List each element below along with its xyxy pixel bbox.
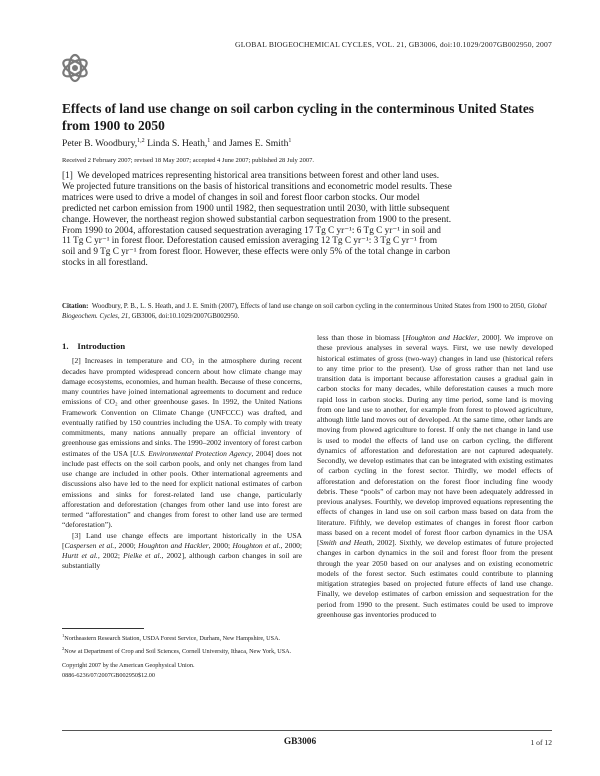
left-column: [62, 341, 302, 572]
footnote-text: Now at Department of Crop and Soil Sciences, Cornell University, Ithaca, New York, USA.: [64, 648, 292, 656]
article-title: Effects of land use change on soil carbon cycling in the conterminous United States from 1900 to 2050: [62, 101, 535, 133]
paragraph-text: , 2000;: [114, 540, 139, 550]
paragraph-marker: [3]: [72, 530, 81, 540]
reference-link[interactable]: Pielke et al.: [123, 551, 162, 560]
citation-text: Woodbury, P. B., L. S. Heath, and J. E. Smith (2007), Effects of land use change on soil carbon cycling in the conterminous United States from 1900 to 2050,: [91, 303, 528, 310]
footnote-marker: 1: [62, 633, 65, 638]
abstract-text: We developed matrices representing historical area transitions between forest and other land uses. We projected future transitions on the basis of historical transitions and econometric model results. These matrices were used to drive a model of changes in soil and forest floor carbon stocks. Our model predicted net carbon emission from 1900 until 1982, then sequestration until 2030, with little subsequent change. However, the northeast region showed substantial carbon sequestration from 1900 to the present. From 1990 to 2004, afforestation caused sequestration averaging 17 Tg C yr⁻¹: 6 Tg C yr⁻¹ in soil and 11 Tg C yr⁻¹ in forest floor. Deforestation caused emission averaging 12 Tg C yr⁻¹: 3 Tg C yr⁻¹ from soil and 9 Tg C yr⁻¹ from forest floor. However, these effects were only 5% of the total change in carbon stocks in all forestland.: [62, 171, 452, 269]
page-identifier: GB3006: [283, 737, 317, 747]
page-count: 1 of 12: [530, 738, 552, 747]
citation-journal: Global Biogeochem. Cycles, 21,: [62, 303, 547, 320]
reference-link[interactable]: Houghton et al.: [232, 540, 281, 550]
paragraph-2: [62, 356, 302, 530]
author-2-affiliation: 1: [207, 138, 211, 144]
author-1: Peter B. Woodbury,: [62, 138, 138, 150]
author-2: Linda S. Heath,: [144, 138, 208, 150]
reference-link[interactable]: Houghton and Hackler: [405, 333, 478, 342]
footnotes: [62, 632, 302, 682]
author-1-affiliation: 1,2: [137, 138, 145, 144]
reference-link[interactable]: Houghton and Hackler: [138, 540, 209, 550]
author-list: [62, 138, 552, 149]
citation: [62, 302, 550, 321]
footnote-text: Northeastern Research Station, USDA Forest Service, Durham, New Hampshire, USA.: [64, 635, 281, 643]
citation-label: Citation:: [62, 303, 89, 310]
agu-logo-icon: [58, 50, 92, 86]
footnote-1: [62, 632, 302, 643]
paragraph-3-continued: [317, 333, 553, 620]
section-heading-introduction: 1. Introduction: [62, 341, 126, 351]
received-dates: Received 2 February 2007; revised 18 May 2007; accepted 4 June 2007; published 28 July 2007.: [62, 157, 315, 164]
paragraph-text: , 2002], although carbon changes in soil are substantially: [62, 551, 302, 571]
reference-link[interactable]: Smith and Heath: [319, 538, 373, 547]
author-3-affiliation: 1: [288, 138, 292, 144]
paragraph-text: , 2002]. Sixthly, we develop estimates of future projected changes in carbon dynamics in the soil and forest floor from the present through the year 2050 based on our analyses and on existing econometric models of the forest sector. Such estimates could contribute to planning mitigation strategies based on projected future effects of land use change. Finally, we develop estimates of carbon emission and sequestration for the period from 1990 to the present. Such estimates could be used to improve greenhouse gas inventories produced to: [317, 538, 553, 619]
paragraph-text: , 2002;: [97, 551, 124, 560]
abstract: [62, 171, 452, 269]
reference-link[interactable]: U.S. Environmental Protection Agency: [132, 448, 252, 458]
abstract-marker: [1]: [62, 171, 73, 181]
paragraph-text: less than those in biomass [: [317, 333, 406, 342]
paragraph-text: , 2000;: [280, 540, 302, 550]
paragraph-3: [62, 531, 302, 572]
issn-line: 0886-6236/07/2007GB002950$12.00: [62, 671, 155, 679]
reference-link[interactable]: Hurtt et al.: [62, 551, 98, 560]
paragraph-text: , 2000]. We improve on these previous analyses in several ways. First, we use newly developed historical estimates of gross (two-way) changes in land use (historical refers to any time prior to the present). Use of gross rather than net land use transition data is important because afforestation causes a gradual gain in carbon stocks for many decades, while deforestation causes a much more rapid loss in carbon stocks. During any time period, some land is moving from one land use to another, for example from forest to plowed agriculture, although little land moves out of developed. At the same time, other lands are moving from plowed agriculture to forest. If only the net change in land use is used to model the effects of land use on carbon cycling, the different dynamics of afforestation and deforestation are not captured adequately. Secondly, we develop estimates that can be integrated with existing estimates of carbon cycling in the forest sector. Thirdly, we model effects of afforestation and deforestation on the forest floor including fine woody debris. These “pools” of carbon may not have been adequately addressed in previous analyses. Fourthly, we develop improved equations representing the effects of changes in land use on soil carbon mass based on data from the literature. Fifthly, we develop estimates of changes in forest floor carbon mass based on a recent model of forest floor carbon dynamics in the USA [: [317, 333, 553, 547]
journal-header: GLOBAL BIOGEOCHEMICAL CYCLES, VOL. 21, GB3006, doi:10.1029/2007GB002950, 2007: [235, 40, 552, 49]
paragraph-text: Increases in temperature and CO₂ in the atmosphere during recent decades have prompted widespread concern about how climate change may damage ecosystems, economies, and human health. Because of these concerns, many countries have joined international agreements to document and reduce emissions of CO₂ and other greenhouse gases. In 1992, the United Nations Framework Convention on Climate Change (UNFCCC) was drafted, and eventually ratified by 150 countries including the USA. To comply with treaty commitments, many nations annually prepare an official inventory of greenhouse gas emissions and sinks. The 1990–2002 inventory of forest carbon estimates of the USA [: [62, 356, 302, 458]
author-3: and James E. Smith: [210, 138, 289, 150]
copyright-notice: Copyright 2007 by the American Geophysical Union.: [62, 661, 195, 669]
footer-divider: [62, 730, 552, 731]
right-column: [317, 333, 553, 620]
paragraph-text: , 2004] does not include past effects on the soil carbon pools, and only net changes from land use change are included in other pools. Other international agreements and discussions also have led to the need for explicit national estimates of carbon emissions and sinks for forest-related land use change, particularly afforestation and deforestation (changes from other land use into forest are termed “afforestation” and changes from forest to other land use are termed “deforestation”).: [62, 448, 302, 530]
paragraph-marker: [2]: [72, 356, 81, 366]
paragraph-text: Land use change effects are important historically in the USA [: [62, 530, 303, 550]
paragraph-text: , 2000;: [208, 540, 233, 550]
footnote-marker: 2: [62, 646, 65, 652]
reference-link[interactable]: Caspersen et al.: [64, 540, 115, 550]
footnote-divider: [62, 628, 144, 629]
citation-doi: GB3006, doi:10.1029/2007GB002950.: [129, 312, 240, 320]
footnote-2: [62, 645, 302, 656]
